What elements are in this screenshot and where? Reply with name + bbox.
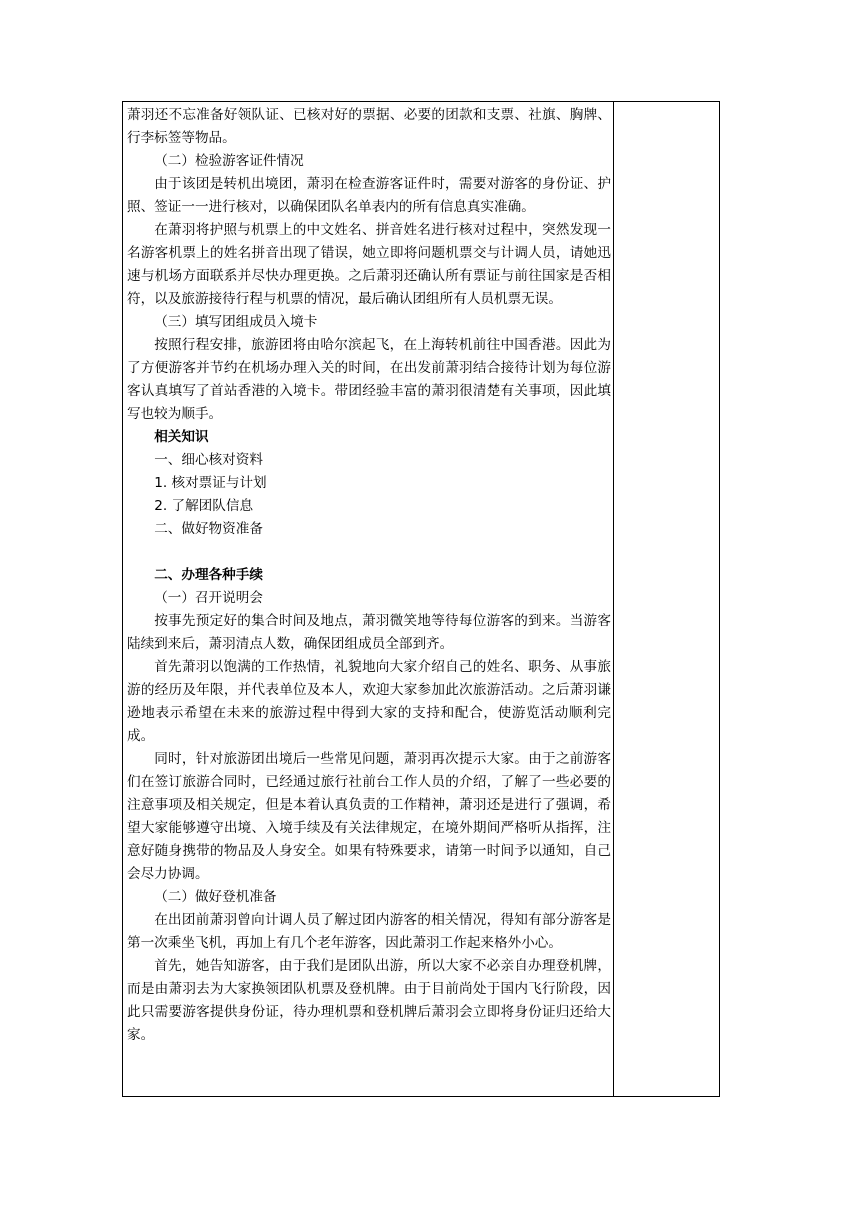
- paragraph: 按照行程安排，旅游团将由哈尔滨起飞，在上海转机前往中国香港。因此为了方便游客并节约在机场办理入关的时间，在出发前萧羽结合接待计划为每位游客认真填写了首站香港的入境卡。带团经验丰富的萧羽很清楚有关事项，因此填写也较为顺手。: [127, 337, 611, 422]
- main-text-cell: [127, 104, 611, 1047]
- paragraph: 由于该团是转机出境团，萧羽在检查游客证件时，需要对游客的身份证、护照、签证一一进行核对，以确保团队名单表内的所有信息真实准确。: [127, 176, 611, 215]
- section-heading: 相关知识: [154, 429, 209, 445]
- paragraph: （二）检验游客证件情况: [154, 153, 304, 169]
- blank-line: [127, 541, 611, 564]
- paragraph: （一）召开说明会: [154, 590, 263, 606]
- paragraph: 按事先预定好的集合时间及地点，萧羽微笑地等待每位游客的到来。当游客陆续到来后，萧羽清点人数，确保团组成员全部到齐。: [127, 613, 611, 652]
- paragraph: 2. 了解团队信息: [154, 498, 254, 514]
- paragraph: 一、细心核对资料: [154, 452, 263, 468]
- content-table: [122, 101, 720, 1097]
- paragraph: 1. 核对票证与计划: [154, 475, 267, 491]
- paragraph: 首先，她告知游客，由于我们是团队出游，所以大家不必亲自办理登机牌，而是由萧羽去为大家换领团队机票及登机牌。由于目前尚处于国内飞行阶段，因此只需要游客提供身份证，待办理机票和登机牌后萧羽会立即将身份证归还给大家。: [127, 958, 611, 1043]
- paragraph: （二）做好登机准备: [154, 889, 277, 905]
- column-divider: [613, 102, 614, 1096]
- paragraph: 在出团前萧羽曾向计调人员了解过团内游客的相关情况，得知有部分游客是第一次乘坐飞机，再加上有几个老年游客，因此萧羽工作起来格外小心。: [127, 912, 611, 951]
- section-heading: 二、办理各种手续: [154, 567, 263, 583]
- paragraph: （三）填写团组成员入境卡: [154, 314, 318, 330]
- paragraph: 在萧羽将护照与机票上的中文姓名、拼音姓名进行核对过程中，突然发现一名游客机票上的姓名拼音出现了错误，她立即将问题机票交与计调人员，请她迅速与机场方面联系并尽快办理更换。之后萧羽还确认所有票证与前往国家是否相符，以及旅游接待行程与机票的情况，最后确认团组所有人员机票无误。: [127, 222, 611, 307]
- paragraph: 同时，针对旅游团出境后一些常见问题，萧羽再次提示大家。由于之前游客们在签订旅游合同时，已经通过旅行社前台工作人员的介绍，了解了一些必要的注意事项及相关规定，但是本着认真负责的工作精神，萧羽还是进行了强调，希望大家能够遵守出境、入境手续及有关法律规定，在境外期间严格听从指挥，注意好随身携带的物品及人身安全。如果有特殊要求，请第一时间予以通知，自己会尽力协调。: [127, 751, 611, 882]
- paragraph: 二、做好物资准备: [154, 521, 263, 537]
- paragraph: 首先萧羽以饱满的工作热情，礼貌地向大家介绍自己的姓名、职务、从事旅游的经历及年限，并代表单位及本人，欢迎大家参加此次旅游活动。之后萧羽谦逊地表示希望在未来的旅游过程中得到大家的支持和配合，使游览活动顺利完成。: [127, 659, 611, 744]
- paragraph: 萧羽还不忘准备好领队证、已核对好的票据、必要的团款和支票、社旗、胸牌、行李标签等物品。: [127, 107, 611, 146]
